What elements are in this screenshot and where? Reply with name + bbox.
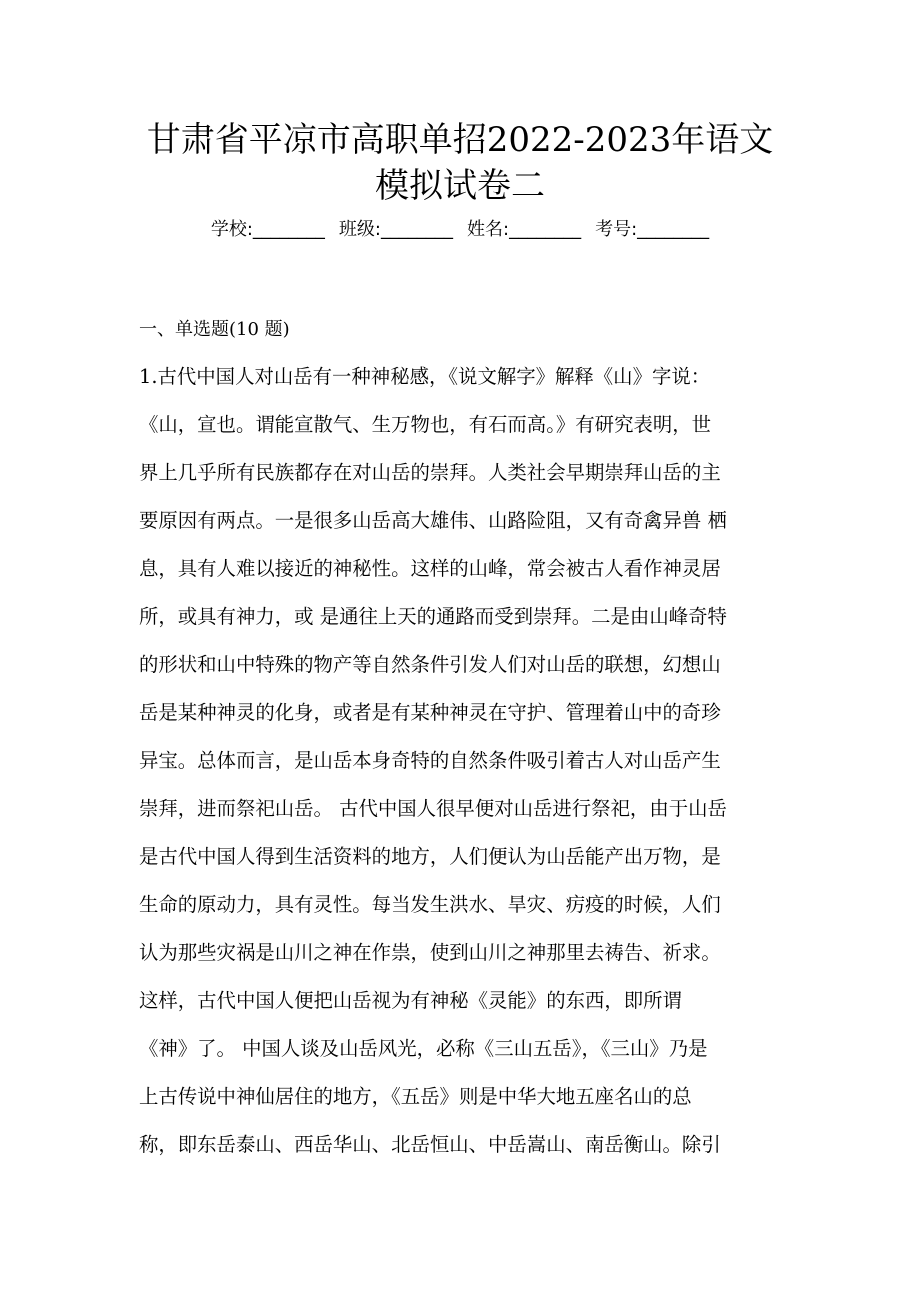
question-text-line: 是古代中国人得到生活资料的地方，人们便认为山岳能产出万物，是 (139, 845, 721, 868)
class-field: 班级:________ (338, 219, 453, 240)
question-text-line: 《神》了。 中国人谈及山岳风光，必称《三山五岳》，《三山》乃是 (139, 1037, 708, 1060)
question-text-line: 认为那些灾祸是山川之神在作祟，使到山川之神那里去祷告、祈求。 (139, 941, 721, 964)
question-text-line: 岳是某种神灵的化身，或者是有某种神灵在守护、管理着山中的奇珍 (139, 701, 721, 724)
question-text-line: 上古传说中神仙居住的地方，《五岳》则是中华大地五座名山的总 (139, 1085, 692, 1108)
question-text-line: 的形状和山中特殊的物产等自然条件引发人们对山岳的联想，幻想山 (139, 653, 721, 676)
name-field: 姓名:________ (467, 219, 582, 240)
question-text-line: 称，即东岳泰山、西岳华山、北岳恒山、中岳嵩山、南岳衡山。除引 (139, 1133, 721, 1156)
student-info-row (60, 216, 860, 244)
question-text-line: 息，具有人难以接近的神秘性。这样的山峰，常会被古人看作神灵居 (139, 557, 721, 580)
question-text-line: 要原因有两点。一是很多山岳高大雄伟、山路险阻，又有奇禽异兽 栖 (139, 509, 727, 532)
school-field: 学校:________ (210, 219, 325, 240)
document-title-line-2: 模拟试卷二 (375, 166, 545, 206)
question-text-line: 《山，宣也。谓能宣散气、生万物也，有石而高。》有研究表明，世 (139, 413, 712, 436)
question-text-line: 界上几乎所有民族都存在对山岳的崇拜。人类社会早期崇拜山岳的主 (139, 461, 721, 484)
question-text-line: 异宝。总体而言，是山岳本身奇特的自然条件吸引着古人对山岳产生 (139, 749, 721, 772)
question-text-line: 崇拜，进而祭祀山岳。 古代中国人很早便对山岳进行祭祀，由于山岳 (139, 797, 727, 820)
question-text-line: 1.古代中国人对山岳有一种神秘感，《说文解字》解释《山》字说： (139, 365, 711, 388)
question-text-line: 这样，古代中国人便把山岳视为有神秘《灵能》的东西，即所谓 (139, 989, 682, 1012)
section-heading: 一、单选题(10 题) (139, 319, 290, 340)
exam-number-field: 考号:________ (595, 219, 710, 240)
question-text-line: 生命的原动力，具有灵性。每当发生洪水、旱灾、疠疫的时候，人们 (139, 893, 721, 916)
question-text-line: 所，或具有神力，或 是通往上天的通路而受到崇拜。二是由山峰奇特 (139, 605, 727, 628)
document-title-line-1: 甘肃省平凉市高职单招2022-2023年语文 (146, 120, 774, 160)
